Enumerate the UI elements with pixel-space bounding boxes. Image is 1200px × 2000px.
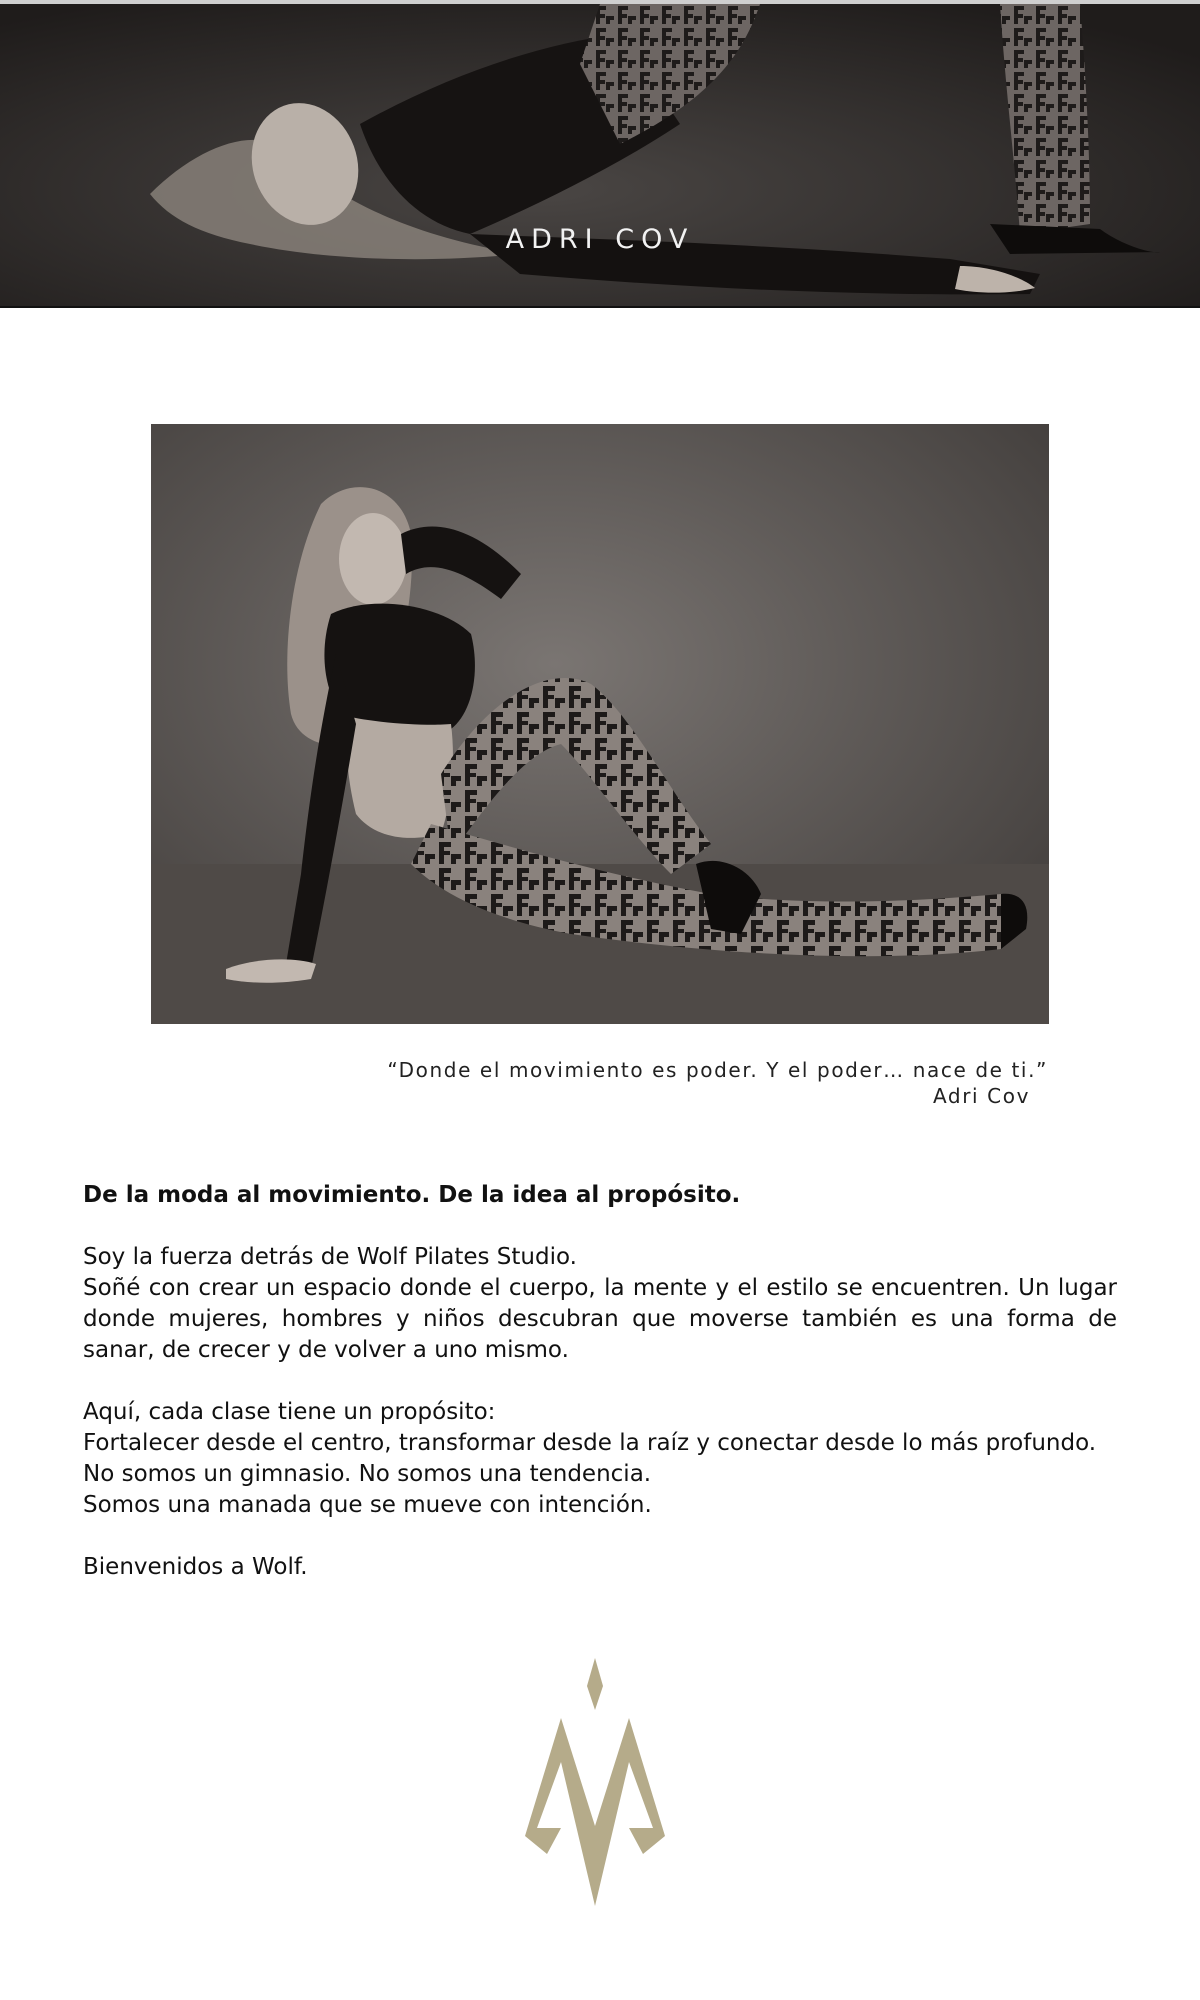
content-heading: De la moda al movimiento. De la idea al propósito. xyxy=(83,1182,741,1208)
content-line: Soy la fuerza detrás de Wolf Pilates Studio. xyxy=(83,1244,577,1270)
hero-title: ADRI COV xyxy=(505,224,695,255)
quote-block xyxy=(387,1057,1048,1109)
content-line: No somos un gimnasio. No somos una tendencia. xyxy=(83,1461,652,1487)
quote-text: “Donde el movimiento es poder. Y el poder… nace de ti.” xyxy=(387,1058,1048,1082)
portrait-photo xyxy=(151,424,1049,1024)
hero-photo xyxy=(0,4,1200,308)
content-line: Somos una manada que se mueve con intención. xyxy=(83,1492,652,1518)
content-line: Soñé con crear un espacio donde el cuerpo, la mente y el estilo se encuentren. Un lugar donde mujeres, hombres y niños descubran que moverse también es una forma de sanar, de crecer y de volver a uno mismo. xyxy=(83,1275,1117,1363)
content-line: Bienvenidos a Wolf. xyxy=(83,1554,308,1580)
about-content xyxy=(83,1180,1117,1583)
content-line: Fortalecer desde el centro, transformar desde la raíz y conectar desde lo más profundo. xyxy=(83,1430,1097,1456)
hero-banner xyxy=(0,0,1200,308)
wolf-logo-icon xyxy=(525,1658,665,1908)
quote-author: Adri Cov xyxy=(933,1084,1030,1108)
content-line: Aquí, cada clase tiene un propósito: xyxy=(83,1399,496,1425)
portrait-illustration xyxy=(151,424,1049,1024)
